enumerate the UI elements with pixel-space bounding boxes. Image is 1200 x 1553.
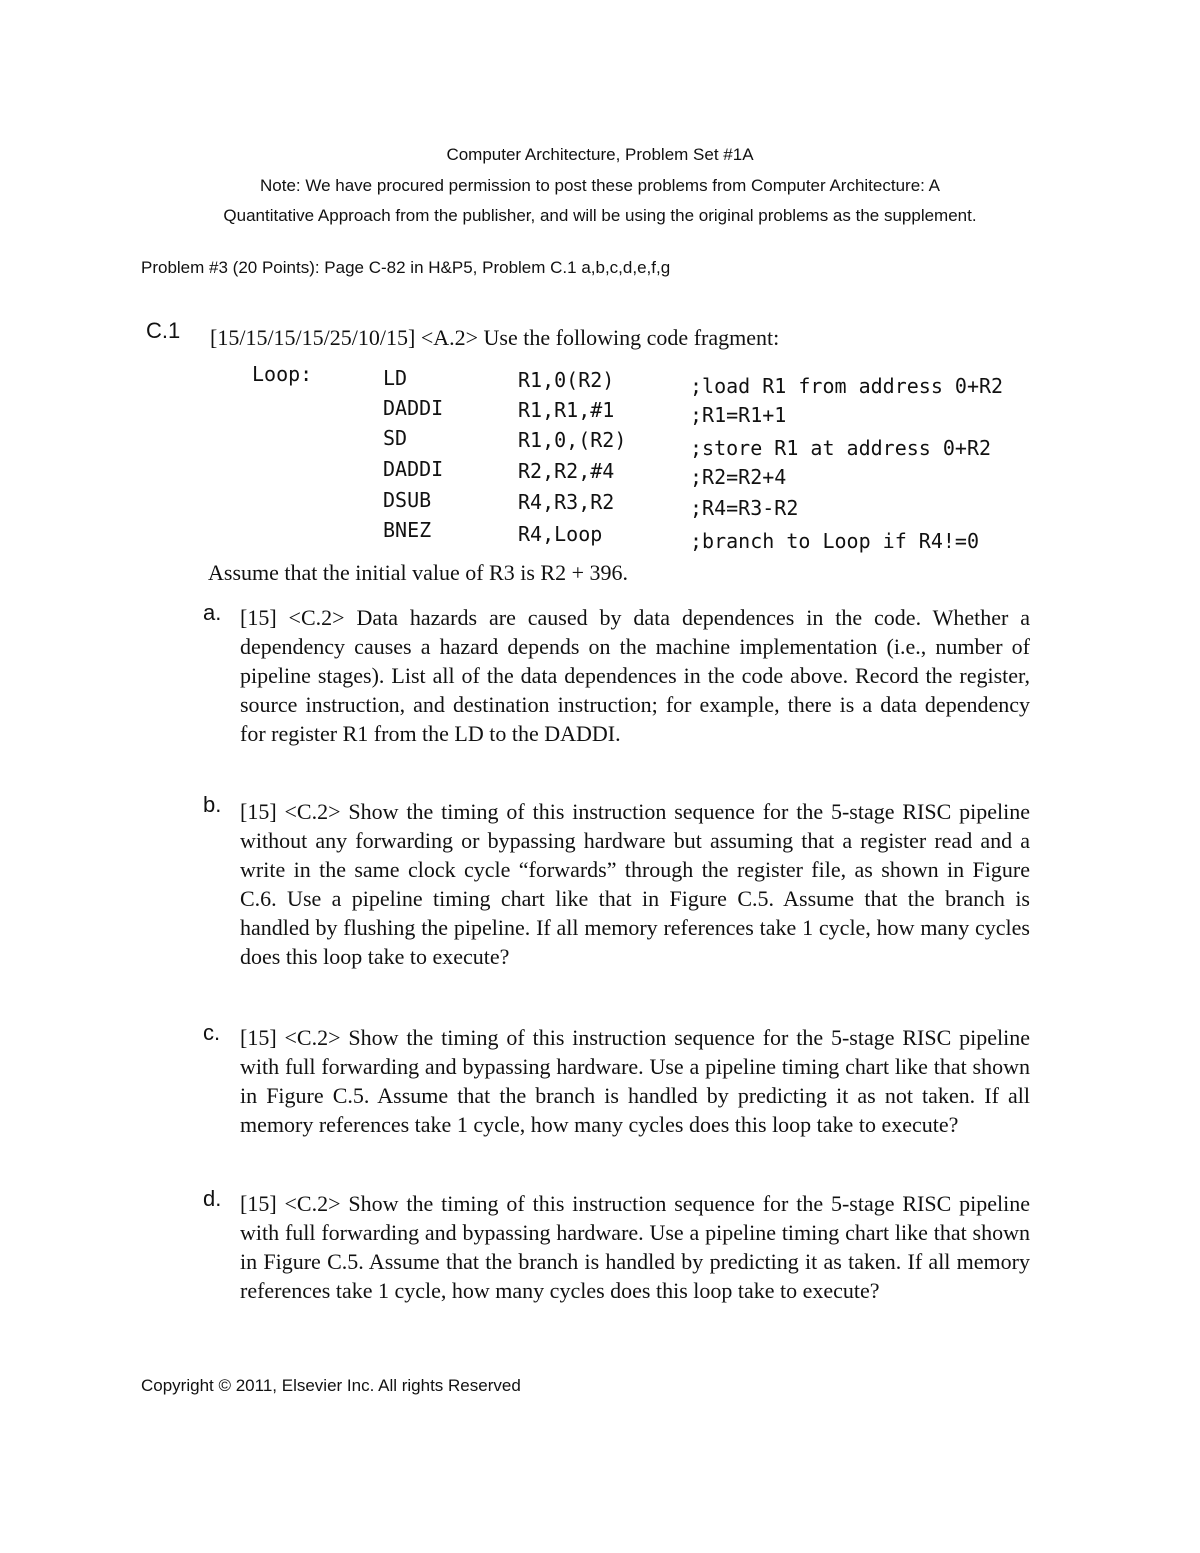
permission-note-line-2: Quantitative Approach from the publisher, and will be using the original problems as the supplement.: [223, 206, 977, 225]
assumption-text: Assume that the initial value of R3 is R2 + 396.: [208, 560, 628, 585]
code-args: R1,0,(R2): [518, 428, 627, 452]
exercise-intro: [15/15/15/15/25/10/15] <A.2> Use the following code fragment:: [210, 325, 780, 350]
question-label: c.: [203, 1020, 221, 1045]
code-comment: ;R4=R3-R2: [690, 496, 799, 520]
code-comment: ;load R1 from address 0+R2: [690, 374, 1004, 398]
code-args: R2,R2,#4: [518, 459, 615, 483]
code-comment: ;R1=R1+1: [690, 403, 787, 427]
code-op: BNEZ: [383, 518, 432, 542]
question-label: a.: [203, 600, 222, 625]
problem-heading: Problem #3 (20 Points): Page C-82 in H&P5, Problem C.1 a,b,c,d,e,f,g: [141, 258, 671, 277]
question-text: [15] <C.2> Show the timing of this instruction sequence for the 5-stage RISC pipeline with full forwarding and bypassing hardware. Use a pipeline timing chart like that shown in Figure C.5. Assume that the branch is handled by predicting it as not taken. If all memory references take 1 cycle, how many cycles does this loop take to execute?: [240, 1025, 1030, 1137]
code-args: R4,R3,R2: [518, 490, 615, 514]
exercise-number: C.1: [146, 318, 181, 343]
copyright-notice: Copyright © 2011, Elsevier Inc. All rights Reserved: [141, 1376, 521, 1395]
question-text: [15] <C.2> Data hazards are caused by data dependences in the code. Whether a dependency causes a hazard depends on the machine implementation (i.e., number of pipeline stages). List all of the data dependences in the code above. Record the register, source instruction, and destination instruction; for example, there is a data dependency for register R1 from the LD to the DADDI.: [240, 605, 1030, 746]
code-op: LD: [383, 366, 408, 390]
code-op: SD: [383, 426, 408, 450]
code-op: DADDI: [383, 396, 444, 420]
code-loop-label: Loop:: [252, 362, 313, 386]
permission-note-line-1: Note: We have procured permission to post these problems from Computer Architecture: A: [260, 176, 940, 195]
question-text: [15] <C.2> Show the timing of this instruction sequence for the 5-stage RISC pipeline without any forwarding or bypassing hardware but assuming that a register read and a write in the same clock cycle “forwards” through the register file, as shown in Figure C.6. Use a pipeline timing chart like that in Figure C.5. Assume that the branch is handled by flushing the pipeline. If all memory references take 1 cycle, how many cycles does this loop take to execute?: [240, 799, 1030, 969]
code-comment: ;store R1 at address 0+R2: [690, 436, 992, 460]
code-args: R1,0(R2): [518, 368, 615, 392]
code-comment: ;R2=R2+4: [690, 465, 787, 489]
question-text: [15] <C.2> Show the timing of this instruction sequence for the 5-stage RISC pipeline with full forwarding and bypassing hardware. Use a pipeline timing chart like that shown in Figure C.5. Assume that the branch is handled by predicting it as taken. If all memory references take 1 cycle, how many cycles does this loop take to execute?: [240, 1191, 1030, 1303]
code-args: R4,Loop: [518, 522, 603, 546]
question-label: b.: [203, 792, 222, 817]
document-title: Computer Architecture, Problem Set #1A: [446, 145, 754, 164]
code-args: R1,R1,#1: [518, 398, 615, 422]
question-label: d.: [203, 1186, 222, 1211]
code-op: DSUB: [383, 488, 432, 512]
code-comment: ;branch to Loop if R4!=0: [690, 529, 979, 553]
code-op: DADDI: [383, 457, 444, 481]
